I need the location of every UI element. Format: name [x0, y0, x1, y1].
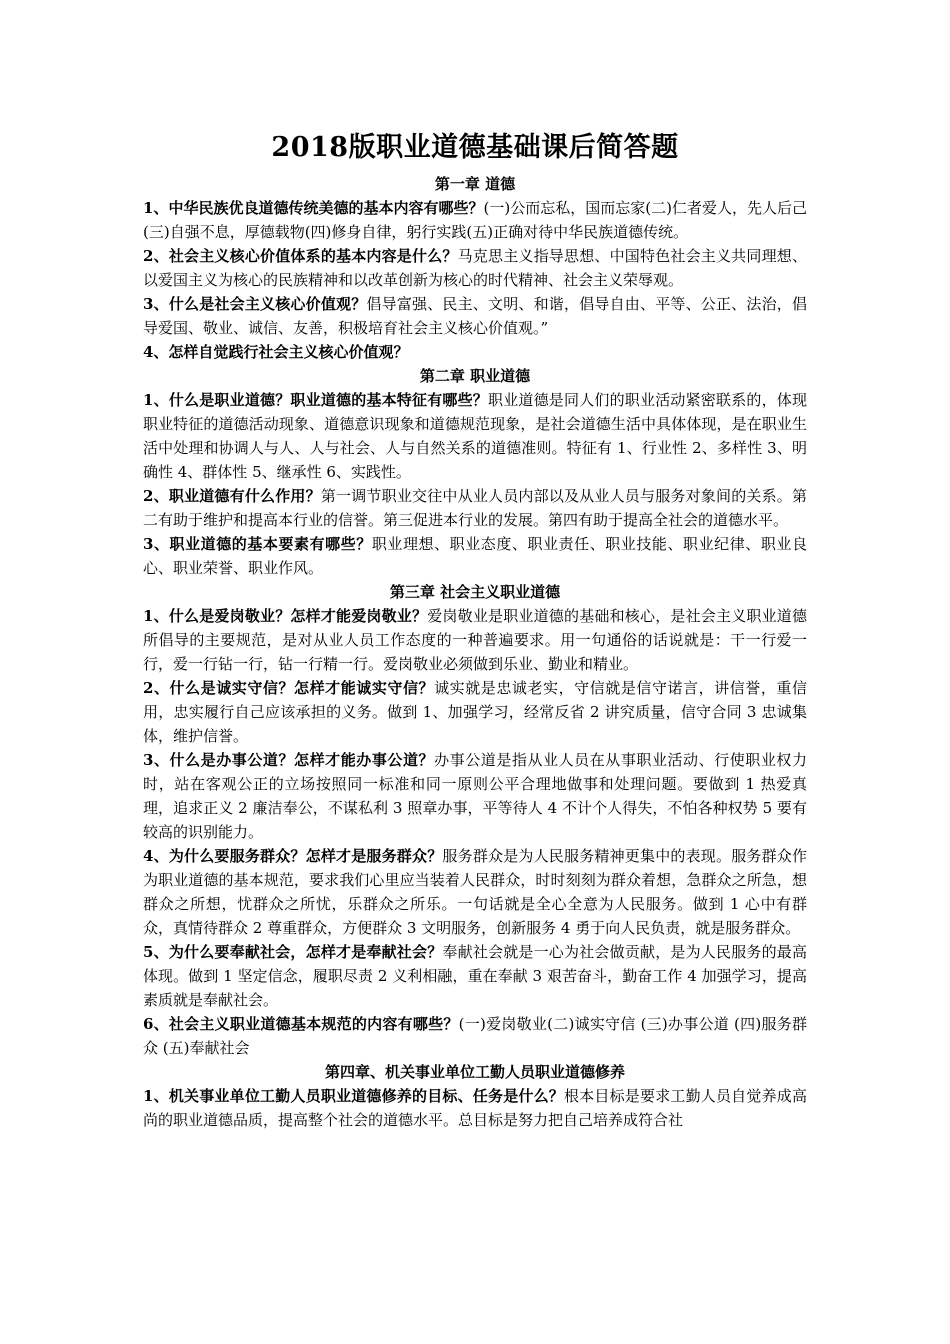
answer: 办事公道是指从业人员在从事职业活动、行使职业权力时，站在客观公正的立场按照同一标准和同一原则公平合理地做事和处理问题。要做到 1 热爱真理，追求正义 2 廉洁奉公，不谋私利 3 照章办事，平等待人 4 不计个人得失，不怕各种权势 5 要有较高的识别能力。: [143, 751, 807, 841]
qa-item: [143, 244, 807, 292]
qa-item: [143, 940, 807, 1012]
chapter-title: 第四章、机关事业单位工勤人员职业道德修养: [324, 1063, 625, 1081]
answer: 倡导富强、民主、文明、和谐，倡导自由、平等、公正、法治，倡导爱国、敬业、诚信、友善，积极培育社会主义核心价值观。”: [143, 295, 807, 337]
qa-item: [143, 1084, 807, 1132]
qa-item: [143, 388, 807, 484]
answer: 职业道德是同人们的职业活动紧密联系的，体现职业特征的道德活动现象、道德意识现象和道德规范现象，是社会道德生活中具体体现，是在职业生活中处理和协调人与人、人与社会、人与自然关系的道德准则。特征有 1、行业性 2、多样性 3、明确性 4、群体性 5、继承性 6、实践性。: [143, 391, 807, 481]
qa-item: [143, 340, 807, 364]
qa-item: [143, 1012, 807, 1060]
question: 1、机关事业单位工勤人员职业道德修养的目标、任务是什么？: [143, 1087, 564, 1105]
qa-item: [143, 292, 807, 340]
chapter-3: [143, 580, 807, 1060]
document-page: [143, 128, 807, 1132]
answer: (一)爱岗敬业(二)诚实守信 (三)办事公道 (四)服务群众 (五)奉献社会: [143, 1015, 807, 1057]
question: 6、社会主义职业道德基本规范的内容有哪些？: [143, 1015, 459, 1033]
question: 3、职业道德的基本要素有哪些？: [143, 535, 372, 553]
qa-item: [143, 532, 807, 580]
qa-item: [143, 676, 807, 748]
answer: 爱岗敬业是职业道德的基础和核心，是社会主义职业道德所倡导的主要规范，是对从业人员工作态度的一种普遍要求。用一句通俗的话说就是：干一行爱一行，爱一行钻一行，钻一行精一行。爱岗敬业必须做到乐业、勤业和精业。: [143, 607, 807, 673]
document-title: 2018版职业道德基础课后简答题: [271, 132, 679, 163]
chapter-1: [143, 172, 807, 364]
question: 3、什么是社会主义核心价值观？: [143, 295, 367, 313]
question: 2、什么是诚实守信？怎样才能诚实守信？: [143, 679, 435, 697]
question: 5、为什么要奉献社会，怎样才是奉献社会？: [143, 943, 443, 961]
qa-item: [143, 748, 807, 844]
question: 4、为什么要服务群众？怎样才是服务群众？: [143, 847, 443, 865]
answer: 奉献社会就是一心为社会做贡献，是为人民服务的最高体现。做到 1 坚定信念，履职尽责 2 义利相融，重在奉献 3 艰苦奋斗，勤奋工作 4 加强学习，提高素质就是奉献社会。: [143, 943, 807, 1009]
answer: 第一调节职业交往中从业人员内部以及从业人员与服务对象间的关系。第二有助于维护和提高本行业的信誉。第三促进本行业的发展。第四有助于提高全社会的道德水平。: [143, 487, 807, 529]
chapter-title: 第三章 社会主义职业道德: [389, 583, 561, 601]
qa-item: [143, 844, 807, 940]
question: 1、中华民族优良道德传统美德的基本内容有哪些？: [143, 199, 484, 217]
qa-item: [143, 196, 807, 244]
question: 2、社会主义核心价值体系的基本内容是什么？: [143, 247, 458, 265]
question: 1、什么是职业道德？职业道德的基本特征有哪些？: [143, 391, 489, 409]
question: 4、怎样自觉践行社会主义核心价值观？: [143, 343, 409, 361]
answer: 马克思主义指导思想、中国特色社会主义共同理想、以爱国主义为核心的民族精神和以改革创新为核心的时代精神、社会主义荣辱观。: [143, 247, 807, 289]
answer: 诚实就是忠诚老实，守信就是信守诺言，讲信誉，重信用，忠实履行自己应该承担的义务。做到 1、加强学习，经常反省 2 讲究质量，信守合同 3 忠诚集体，维护信誉。: [143, 679, 807, 745]
qa-item: [143, 484, 807, 532]
answer: 服务群众是为人民服务精神更集中的表现。服务群众作为职业道德的基本规范，要求我们心里应当装着人民群众，时时刻刻为群众着想，急群众之所急，想群众之所想，忧群众之所忧，乐群众之所乐。一句话就是全心全意为人民服务。做到 1 心中有群众，真情待群众 2 尊重群众，方便群众 3 文明服务，创新服务 4 勇于向人民负责，就是服务群众。: [143, 847, 807, 937]
qa-item: [143, 604, 807, 676]
chapter-2: [143, 364, 807, 580]
chapter-title: 第二章 职业道德: [419, 367, 531, 385]
chapter-4: [143, 1060, 807, 1132]
question: 1、什么是爱岗敬业？怎样才能爱岗敬业？: [143, 607, 428, 625]
answer: 职业理想、职业态度、职业责任、职业技能、职业纪律、职业良心、职业荣誉、职业作风。: [143, 535, 807, 577]
question: 3、什么是办事公道？怎样才能办事公道？: [143, 751, 435, 769]
answer: (一)公而忘私，国而忘家(二)仁者爱人，先人后己(三)自强不息，厚德载物(四)修身自律，躬行实践(五)正确对待中华民族道德传统。: [143, 199, 807, 241]
question: 2、职业道德有什么作用？: [143, 487, 321, 505]
chapter-title: 第一章 道德: [434, 175, 516, 193]
answer: 根本目标是要求工勤人员自觉养成高尚的职业道德品质，提高整个社会的道德水平。总目标是努力把自己培养成符合社: [143, 1087, 807, 1129]
